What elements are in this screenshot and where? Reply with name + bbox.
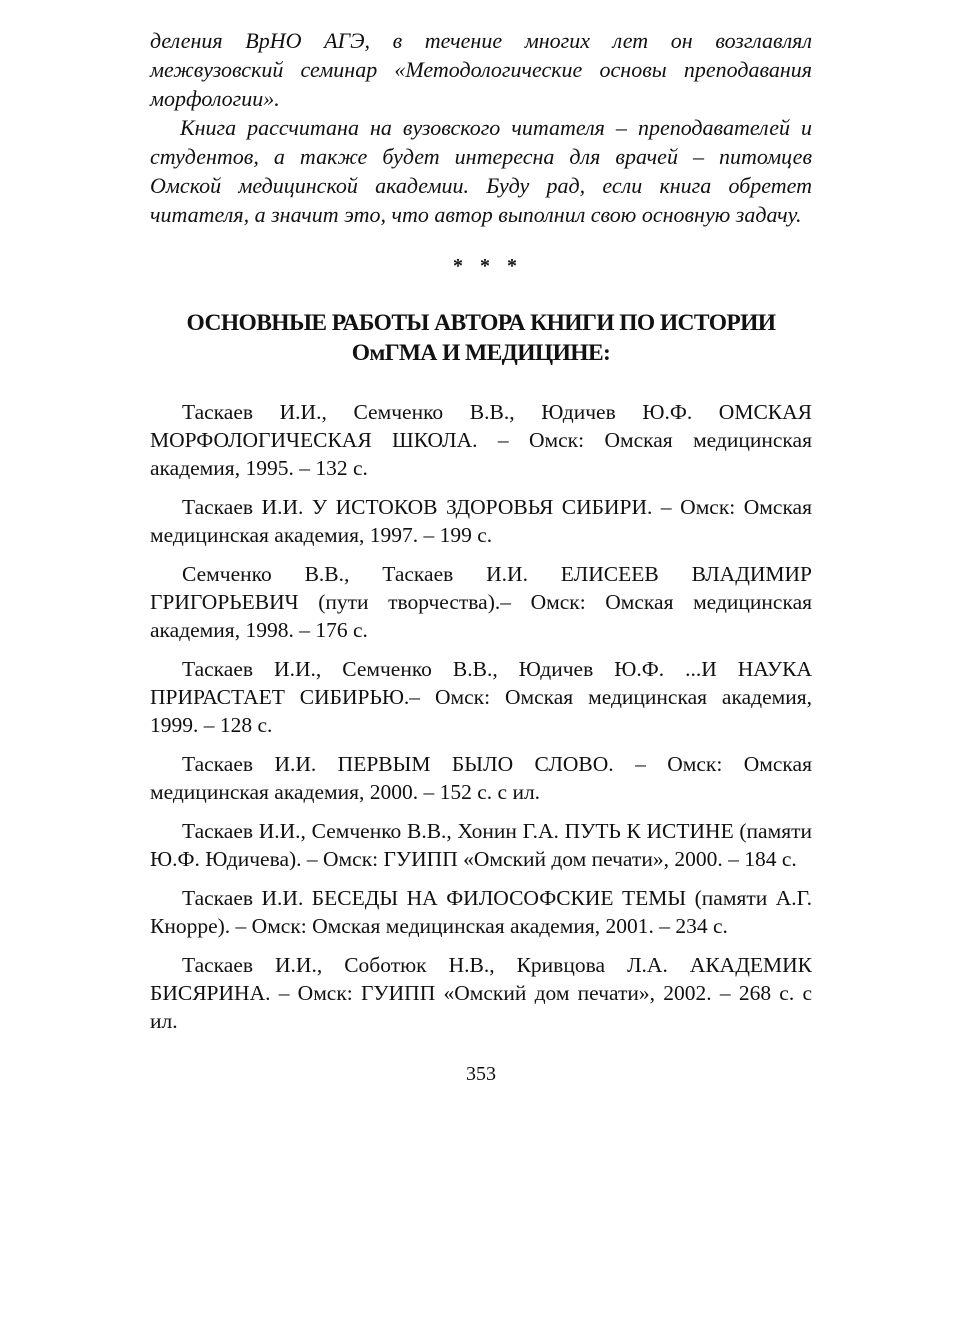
works-list (150, 398, 812, 1035)
works-list-item: Таскаев И.И., Семченко В.В., Юдичев Ю.Ф. ...И НАУКА ПРИРАСТАЕТ СИБИРЬЮ.– Омск: Омская медицинская академия, 1999. – 128 с. (150, 657, 812, 737)
section-heading (150, 308, 812, 368)
works-list-item: Таскаев И.И., Соботюк Н.В., Кривцова Л.А. АКАДЕМИК БИСЯРИНА. – Омск: ГУИПП «Омский дом печати», 2002. – 268 с. с ил. (150, 953, 812, 1033)
section-heading-line: ОСНОВНЫЕ РАБОТЫ АВТОРА КНИГИ ПО ИСТОРИИ (186, 310, 776, 336)
book-page (150, 26, 812, 1046)
works-list-item: Таскаев И.И., Семченко В.В., Юдичев Ю.Ф. ОМСКАЯ МОРФОЛОГИЧЕСКАЯ ШКОЛА. – Омск: Омская медицинская академия, 1995. – 132 с. (150, 400, 812, 480)
intro-paragraph: Книга рассчитана на вузовского читателя – преподавателей и студентов, а также будет интересна для врачей – питомцев Омской медицинской академии. Буду рад, если книга обретет читателя, а значит это, что автор выполнил свою основную задачу. (150, 115, 812, 227)
section-heading-line: ОмГМА И МЕДИЦИНЕ: (351, 340, 611, 366)
works-list-item: Таскаев И.И. БЕСЕДЫ НА ФИЛОСОФСКИЕ ТЕМЫ (памяти А.Г. Кнорре). – Омск: Омская медицинская академия, 2001. – 234 с. (150, 886, 812, 938)
section-separator: * * * (453, 255, 523, 277)
works-list-item: Таскаев И.И. У ИСТОКОВ ЗДОРОВЬЯ СИБИРИ. – Омск: Омская медицинская академия, 1997. – 199 с. (150, 495, 812, 547)
works-list-item: Таскаев И.И., Семченко В.В., Хонин Г.А. ПУТЬ К ИСТИНЕ (памяти Ю.Ф. Юдичева). – Омск: ГУИПП «Омский дом печати», 2000. – 184 с. (150, 819, 812, 871)
intro-section (150, 26, 812, 229)
works-list-item: Таскаев И.И. ПЕРВЫМ БЫЛО СЛОВО. – Омск: Омская медицинская академия, 2000. – 152 с. с ил. (150, 752, 812, 804)
intro-paragraph: деления ВрНО АГЭ, в течение многих лет он возглавлял межвузовский семинар «Методологические основы преподавания морфологии». (150, 28, 812, 111)
page-number: 353 (466, 1063, 496, 1085)
works-list-item: Семченко В.В., Таскаев И.И. ЕЛИСЕЕВ ВЛАДИМИР ГРИГОРЬЕВИЧ (пути творчества).– Омск: Омская медицинская академия, 1998. – 176 с. (150, 562, 812, 642)
